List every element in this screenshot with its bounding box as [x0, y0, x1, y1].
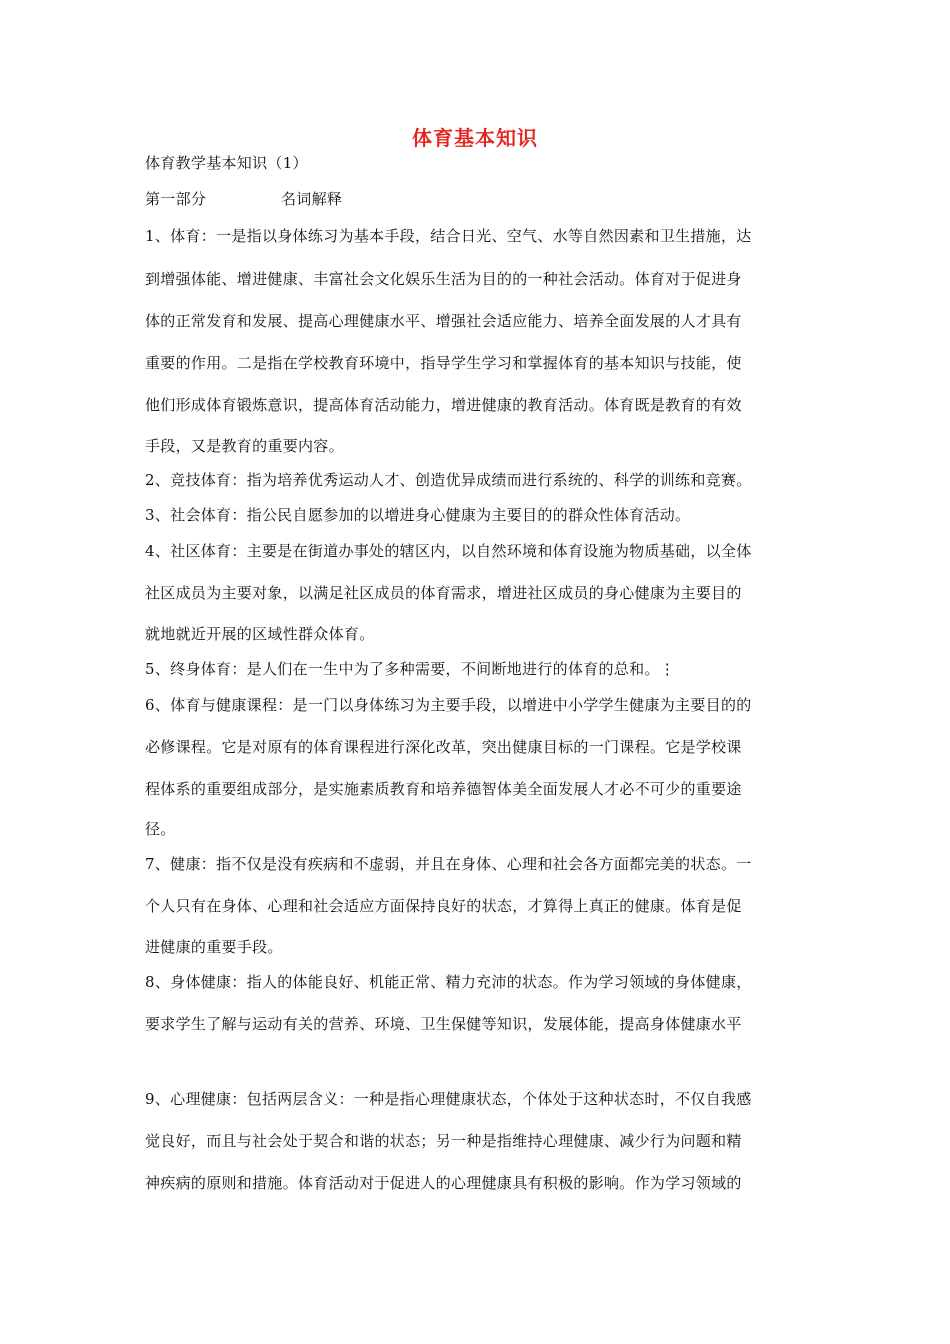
paragraph-line: 手段，又是教育的重要内容。 — [145, 437, 344, 455]
paragraph-line: 个人只有在身体、心理和社会适应方面保持良好的状态，才算得上真正的健康。体育是促 — [145, 897, 742, 915]
paragraph-line: 5、终身体育：是人们在一生中为了多种需要，不间断地进行的体育的总和。⋮ — [145, 660, 676, 678]
paragraph-line: 9、心理健康：包括两层含义：一种是指心理健康状态，个体处于这种状态时，不仅自我感 — [145, 1090, 752, 1108]
part-heading — [145, 188, 342, 209]
paragraph-line: 到增强体能、增进健康、丰富社会文化娱乐生活为目的的一种社会活动。体育对于促进身 — [145, 270, 742, 288]
paragraph-line: 7、健康：指不仅是没有疾病和不虚弱，并且在身体、心理和社会各方面都完美的状态。一 — [145, 855, 752, 873]
part-name: 名词解释 — [281, 190, 343, 208]
part-label: 第一部分 — [145, 190, 207, 208]
paragraph-line: 神疾病的原则和措施。体育活动对于促进人的心理健康具有积极的影响。作为学习领域的 — [145, 1174, 742, 1192]
paragraph-line: 3、社会体育：指公民自愿参加的以增进身心健康为主要目的的群众性体育活动。 — [145, 506, 691, 524]
paragraph-line: 必修课程。它是对原有的体育课程进行深化改革，突出健康目标的一门课程。它是学校课 — [145, 738, 742, 756]
paragraph-line: 程体系的重要组成部分，是实施素质教育和培养德智体美全面发展人才必不可少的重要途 — [145, 780, 742, 798]
paragraph-line: 1、体育：一是指以身体练习为基本手段，结合日光、空气、水等自然因素和卫生措施，达 — [145, 227, 752, 245]
paragraph-line: 就地就近开展的区域性群众体育。 — [145, 625, 375, 643]
document-subtitle: 体育教学基本知识（1） — [145, 154, 308, 172]
paragraph-line: 6、体育与健康课程：是一门以身体练习为主要手段，以增进中小学学生健康为主要目的的 — [145, 696, 752, 714]
paragraph-line: 进健康的重要手段。 — [145, 938, 283, 956]
paragraph-line: 2、竞技体育：指为培养优秀运动人才、创造优异成绩而进行系统的、科学的训练和竞赛。 — [145, 471, 752, 489]
paragraph-line: 觉良好，而且与社会处于契合和谐的状态；另一种是指维持心理健康、减少行为问题和精 — [145, 1132, 742, 1150]
document-title: 体育基本知识 — [412, 126, 538, 150]
paragraph-line: 他们形成体育锻炼意识，提高体育活动能力，增进健康的教育活动。体育既是教育的有效 — [145, 396, 742, 414]
paragraph-line: 重要的作用。二是指在学校教育环境中，指导学生学习和掌握体育的基本知识与技能，使 — [145, 354, 742, 372]
paragraph-line: 要求学生了解与运动有关的营养、环境、卫生保健等知识，发展体能，提高身体健康水平 — [145, 1015, 742, 1033]
paragraph-line: 社区成员为主要对象，以满足社区成员的体育需求，增进社区成员的身心健康为主要目的 — [145, 584, 742, 602]
paragraph-line: 径。 — [145, 820, 176, 838]
paragraph-line: 4、社区体育：主要是在街道办事处的辖区内，以自然环境和体育设施为物质基础，以全体 — [145, 542, 752, 560]
paragraph-line: 8、身体健康：指人的体能良好、机能正常、精力充沛的状态。作为学习领域的身体健康， — [145, 973, 752, 991]
paragraph-line: 体的正常发育和发展、提高心理健康水平、增强社会适应能力、培养全面发展的人才具有 — [145, 312, 742, 330]
